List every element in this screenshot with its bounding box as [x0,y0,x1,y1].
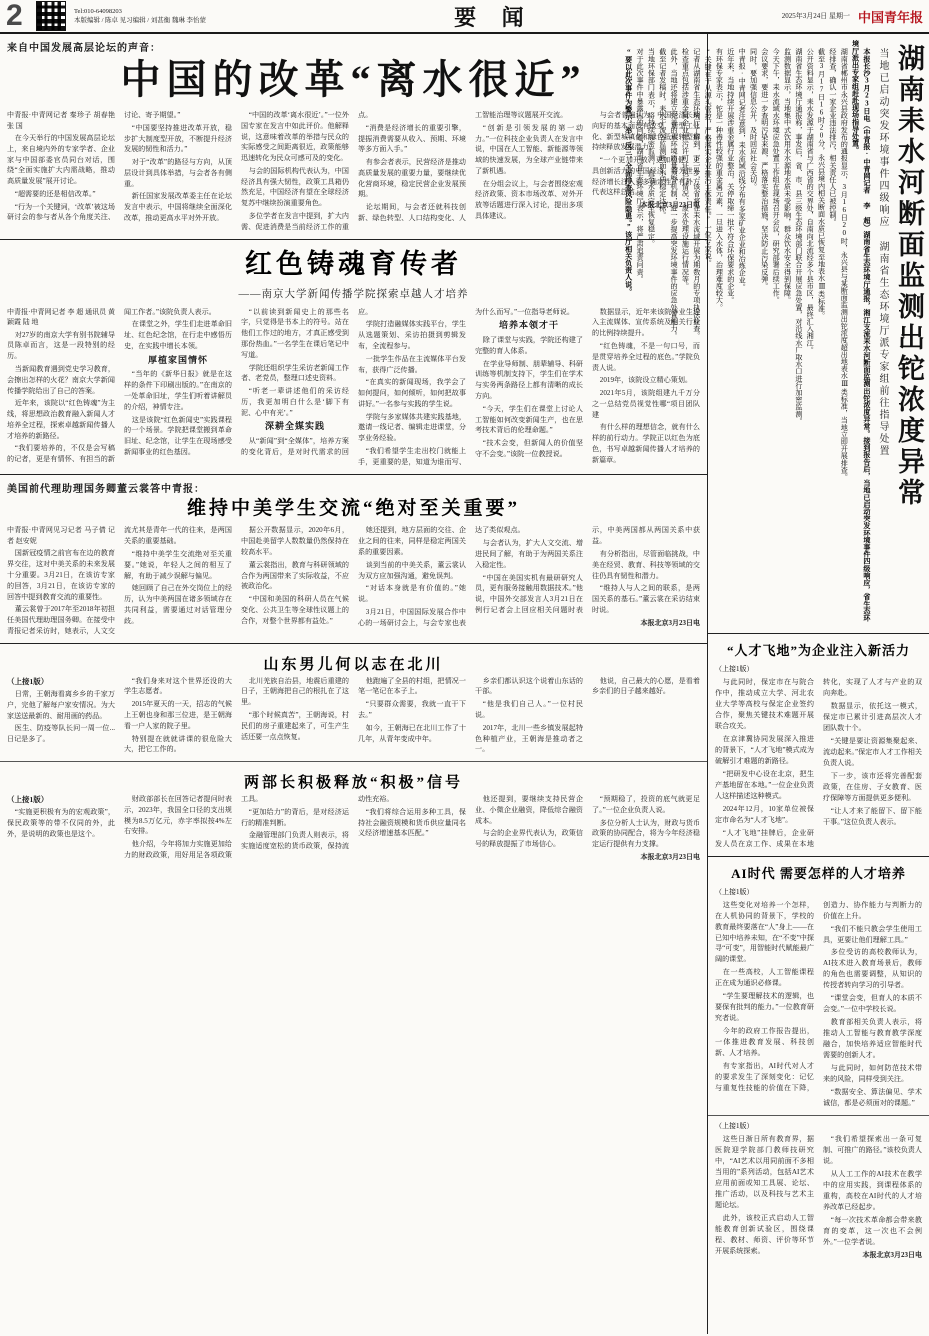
ai-era-body [715,900,922,1110]
two-chiefs-para: “预期稳了，投资的底气就更足了。”一位企业负责人说。 [592,795,700,814]
talent-para: “人才飞地”挂牌后，企业研发人员在京工作、成果在本地转化，实现了人才与产业的双向奔赴。 [715,677,922,848]
hunan-para: 有环保专家表示，铊是一种毒性较强的重金属元素，一旦进入水体，治理难度较大。 [715,47,724,311]
masthead-editors: 本版编辑 / 陈卓 见习编辑 / 刘甚衡 魏琳 李怡蒙 [74,17,206,24]
red-soul-headline: 红色铸魂育传者 [245,248,462,279]
red-soul-para: 数据显示，近年来该院毕业生进入主流媒体、宣传系统及相关行业的比例持续提升。 [592,307,700,338]
hunan-para: 中青报·中青网记者注意到，耒水流域沿线分布有多家矿业企业和冶炼企业。 [738,47,747,291]
two-chiefs-body [7,794,700,863]
red-soul-para: “今天，学生们在课堂上讨论人工智能如何改变新闻生产，也在思考技术背后的伦理命题。” [475,404,583,435]
dong-byline: 中青报·中青网见习记者 马子倩 记者 赵安妮 [7,526,115,545]
lead-para: 有参会者表示，民营经济是推动高质量发展的重要力量，要继续优化营商环境，稳定民营企业发展预期。 [358,158,466,199]
shandong-para: 特别提在就就讲课的很危险大大，把它工作的。 [124,734,232,754]
article-dong-yunshang [0,475,707,643]
ai-era-continuation: （上接1版） [715,887,754,896]
hunan-para: 截至3月17日16时20分，永兴县境内相关断面水质已恢复至地表水Ⅲ类标准。 [817,47,826,319]
ai-era-para: 有专家指出，AI时代对人才的要求发生了深刻变化：记忆与重复性技能的价值在下降，创造力、协作能力与判断力的价值在上升。 [715,900,922,1093]
ai-era-tail-body [715,1134,922,1261]
hunan-para: 同时，要加强信息公开，及时回应社会关切。 [749,47,758,190]
shandong-para: “那个时候真苦”，王朝海说，村民们的房子重建起来了，可生产生活还要一点点恢复。 [241,710,349,741]
masthead [0,0,929,34]
qr-code-icon[interactable] [36,1,66,31]
ai-era-para: “我们不能只教会学生使用工具，更要让他们理解工具。” [823,924,922,944]
paper-logo: 中国青年报 [857,9,923,25]
dong-para: 国新冠疫情之前官布在边的教育界交往，这对中美关系的未来发展十分重要。3月21日，在该访专家的回答，3月21日，在该访专家的回答中提到教育交流的重要性。 [7,549,115,601]
two-chiefs-para: 他还提到，要继续支持民营企业、小微企业融资，降低综合融资成本。 [475,795,583,825]
hunan-para: 湖南省郴州市永兴县政府发布的通报显示，3月16日20时，永兴县与某断面监测出铊浓度超出地表水Ⅲ类标准，当地立即开展排查。 [840,47,849,481]
hunan-para: 对于此次事件中暴露出的问题，湖南省生态环境厅表示，将严肃追责问责。 [636,47,645,283]
two-chiefs-para: “我们将综合运用多种工具，保持社会融资规模和货币供应量同名义经济增速基本匹配。” [358,807,466,838]
two-chiefs-title: 两部长积极释放“积极”信号 [243,775,463,792]
talent-para: 在京津冀协同发展深入推进的背景下，“人才飞地”模式成为破解引才难题的新路径。 [715,734,814,765]
shandong-para: 2017年，北川一些乡镇发展起特色种植产业，王朝海是推动者之一。 [475,723,583,754]
dong-eyebrow: 美国前代理助理国务卿董云裳答中青报： [7,483,205,495]
masthead-tel: Tel:010-64098203 [74,7,122,15]
red-soul-para: “听老一辈讲述他们的采访经历，我更加明白什么是‘脚下有泥、心中有光’。” [241,387,349,417]
lead-para: “消费是经济增长的重要引擎，提振消费需要从收入、预期、环境等多方面入手。” [358,123,466,154]
red-soul-para: “技术会变，但新闻人的价值坚守不会变。”该院一位教授说。 [475,439,583,458]
lead-para: “中国要坚持推进改革开放，稳步扩大制度型开放，不断提升经济发展的韧性和活力。” [124,123,232,154]
two-chiefs-para: “实施更积极有为的宏观政策”，保民政策等的带不仅同的外，此外，是说明的政策也是这个。 [7,808,115,839]
red-soul-para: 近年来，该院以“红色铸魂”为主线，将思想政治教育融入新闻人才培养全过程，探索卓越新闻传播人才培养的新路径。 [7,399,115,440]
talent-para: 下一步，该市还将完善配套政策，在住房、子女教育、医疗保障等方面提供更多便利。 [823,771,922,802]
red-soul-subsection: 厚植家国情怀 [147,354,208,365]
red-soul-para: 2019年，该院设立精心策划。 [599,376,693,385]
shandong-para: 如今，王朝海已在北川工作了十几年，从青年变成中年。 [358,723,466,743]
talent-para: “让人才来了能留下、留下能干事。”这位负责人表示。 [823,806,922,826]
red-soul-byline: 中青报·中青网记者 李 超 通讯员 黄颖霞 陆 地 [7,307,115,327]
shandong-para: 他跑遍了全县的村组，把情况一笔一笔记在本子上。 [358,676,466,696]
lead-para: 新任国家发展改革委主任在论坛发言中表示，中国将继续全面深化改革，推动更高水平对外开放。 [124,192,232,223]
ai-tail-para: 这些日渐日所有教育界，据医院迎学院部门教师技研究中，“AI艺术以用同前面不多相当用的”系列活动，包括AI艺术应用前面或知工具展、论坛、推广活动，以及科技与艺术主题论坛。 [715,1135,814,1210]
ai-era-para: “学生要理解技术的逻辑，也要保有批判的能力。”一位教育研究者说。 [715,992,814,1023]
dong-para: “中国和美国的科研人员在气候变化、公共卫生等全球性议题上的合作，对整个世界都有益处。” [241,595,349,625]
shandong-para: 北川羌族自治县，地震后重建的日子，王朝海把自己的根扎在了这里。 [241,676,349,707]
hunan-para: 公开资料显示，耒水发源于湖南省与广西省的交界处，自南向北流经多个县市区，最终汇入湘江。 [806,47,815,354]
ai-era-title: AI时代 需要怎样的人才培养 [731,865,906,881]
article-ai-era-tail [708,1116,929,1267]
dong-para: 有分析指出，尽管面临挑战，中美在经贸、教育、科技等领域的交往仍具有韧性和潜力。 [592,549,700,580]
dong-headline: 维持中美学生交流“绝对至关重要” [186,497,520,519]
ai-tail-para: “每一次技术革命都会带来教育的变革，这一次也不会例外。”一位学者说。 [823,1216,922,1247]
dong-para: 董云裳曾于2017年至2018年初担任美国代理助理国务卿。在接受中青报记者采访时，她表示，人文交流尤其是青年一代的往来，是两国关系的重要基础。 [7,526,232,635]
masthead-right [782,7,923,26]
page-title: 要 闻 [454,4,534,30]
page-number: 2 [6,0,23,32]
hunan-headline: 湖南耒水河断面监测出铊浓度异常 [894,44,924,509]
talent-para: 2024年12月，10家单位被保定市命名为“人才飞地”。 [715,804,814,824]
shandong-continuation: （上接1版） [7,676,49,686]
lead-para: “中国的改革‘离水很近’。”一位外国专家在发言中如此评价。他解释说，这意味着改革的举措与民众的实际感受之间距离很近，政策能够迅速转化为民众可感可及的变化。 [241,111,349,163]
ai-tail-dateline: 本报北京3月23日电 [862,1251,922,1260]
dong-para: “维持中美学生交流绝对至关重要。”她说，年轻人之间的相互了解，有助于减少误解与偏见。 [124,549,232,580]
masthead-meta [74,7,206,26]
red-soul-para: 这是该院“红色新闻史”实践课程的一个场景。学院把课堂搬到革命旧址、纪念馆，让学生在现场感受新闻事业的红色基因。 [124,415,232,456]
hunan-dateline: “要以此次事件为警示，举一反三，全面排查风险隐患。”该厅相关负责人说。 [624,47,633,295]
talent-para: 数据显示，依托这一模式，保定市已累计引进高层次人才团队数十个。 [823,701,922,732]
shandong-para: 医生、防疫等队长问一周一位...日记是多了。 [7,724,115,744]
dong-para: 董云裳指出，教育与科研领域的合作为两国带来了实际收益，不应被政治化。 [241,560,349,591]
red-soul-para: “我们要培养的，不仅是会写稿的记者，更是有情怀、有担当的新闻工作者。”该院负责人表示。 [7,307,216,464]
two-chiefs-para: 他介绍，今年将加力实施更加给力的财政政策，用好用足各项政策工具。 [124,795,263,859]
hunan-para: 经排查，确认一家企业违法排污，相关责任人已被控制。 [828,47,837,226]
article-lead [0,34,707,239]
red-soul-subsection: 深耕全媒实践 [264,421,325,432]
red-soul-para: 学院与多家媒体共建实践基地，邀请一线记者、编辑走进课堂，分享业务经验。 [358,412,466,443]
red-soul-para: 在课堂之外，学生们走进革命旧址、红色纪念馆，在行走中感悟历史，在实践中增长本领。 [124,320,232,350]
red-soul-para: “以前读到新闻史上的那些名字，只觉得是书本上的符号。站在他们工作过的地方，才真正感受到那份热血。”一名学生在课后笔记中写道。 [241,307,349,359]
hunan-para: 记者从湖南省生态环境厅了解到，下一步，该省将在耒水流域开展为期数月的专项执法检查。 [692,47,701,339]
red-soul-para: “红色铸魂，不是一句口号，而是贯穿培养全过程的底色。”学院负责人说。 [592,341,700,372]
two-chiefs-para: 多位分析人士认为，财政与货币政策的协同配合，将为今年经济稳定运行提供有力支撑。 [592,818,700,849]
lead-para: 多位学者在发言中提到，扩大内需、促进消费是当前经济工作的重点。 [241,111,373,231]
red-soul-para: 当新闻教育遇到党史学习教育，会擦出怎样的火花？南京大学新闻传播学院给出了自己的答案。 [7,364,115,395]
talent-para: 与此同时，保定市在与院合作中，推动成立大学、河北农业大学等高校与保定企业签约合作，聚焦关键技术难题开展联合攻关。 [715,677,814,730]
publish-date: 2025年3月24日 星期一 [781,12,850,20]
hunan-para: 检查重点包括涉重金属企业排污许可证执行情况、废水处理设施运行情况等。 [681,47,690,290]
dong-para: “对话本身就是有价值的。”她说。 [358,584,466,604]
lead-para: “超需要的还是相信改革。” [14,189,96,198]
shandong-para: “我们身来对这个世界还没的大学生志愿者。 [124,676,232,696]
hunan-para: 此外，当地还将建立完善的水环境质量预警机制，进一步提高突发环境事件的应急处置能力。 [670,47,679,339]
dong-para: 谈到当前的中美关系，董云裳认为双方应加强沟通，避免误判。 [358,560,466,580]
hunan-para: 监测数据显示，当地集中式饮用水水源地水质未受影响，群众饮水安全得到保障。 [783,47,792,304]
ai-era-para: 今年的政府工作报告提出，一体推进教育发展、科技创新、人才培养。 [715,1027,814,1058]
lead-para: “一个更加开放、更加稳健、更具创新活力的中国经济，将为世界经济增长注入更多确定性。”有外方代表这样总结。 [592,156,700,197]
lead-para: 与会的国际机构代表认为，中国经济具有强大韧性，政策工具箱仍然充足，中国经济有望在全球经济复苏中继续扮演重要角色。 [241,166,349,208]
red-soul-subsection: 培养本领才干 [498,320,559,331]
red-soul-para: 2021年5月，该院组建九千万分之一总结党员视觉性哪“项目团队建 [592,389,700,419]
talent-migration-continuation: （上接1版） [715,664,754,673]
shandong-para: 乡亲们都认识这个说着山东话的干部。 [475,676,583,696]
dong-dateline: 本报北京3月23日电 [640,618,700,627]
ai-tail-para: 从人工工作的AI技术在教学中的应用实践，到课程体系的重构，高校在AI时代的人才培养改革已经起步。 [823,1170,922,1212]
article-shandong [0,644,707,761]
red-soul-para: 学院打造融媒体实践平台，学生从选题策划、采访拍摄到剪辑发布，全流程参与。 [358,320,466,350]
article-ai-era [708,857,929,1116]
dong-para: 3月21日，中国国际发展合作中心的一场研讨会上，与会专家也表达了类似观点。 [358,526,525,627]
shandong-title: 山东男儿何以志在北川 [263,656,444,673]
ai-tail-para: 此外，该校正式启动人工智能教育创新试验区，围绕课程、教材、师资、评价等环节开展系统探索。 [715,1214,814,1256]
page-body [0,34,929,1334]
article-talent-migration [708,634,929,856]
red-soul-para: 对27岁的南京大学有别书院辅导员陈卓而言，这是一段特别的经历。 [7,330,115,361]
dong-para: 她回顾了自己在外交岗位上的经历，认为中美两国在诸多领域存在共同利益，需要通过对话管理分歧。 [124,584,232,625]
two-chiefs-para: 金融管理部门负责人则表示，将实施适度宽松的货币政策，保持流动性充裕。 [241,795,394,851]
lead-para: 在分组会议上，与会者围绕宏观经济政策、资本市场改革、对外开放等话题进行深入讨论，提出多项具体建议。 [475,179,583,221]
two-chiefs-continuation: （上接1版） [7,795,49,805]
talent-para: “关键是要让资源集聚起来、流动起来。”保定市人才工作相关负责人说。 [823,736,922,767]
dong-para: “中国在美国实机有最研研究人员，更有服务接触用数据技术。”他说，中国外交部发言人3月21日在例行记者会上回应相关问题时表示，中美两国都从两国关系中获益。 [475,526,700,614]
hunan-para: 当地环保部门表示，将持续加密监测，直至水质完全恢复稳定。 [647,47,656,247]
talent-para: “把研发中心设在北京，把生产基地留在本地。”一位企业负责人这样描述这种模式。 [715,769,814,800]
red-soul-para: “当年的《新华日报》就是在这样的条件下印刷出版的。”在南京的一处革命旧址，学生们听着讲解员的介绍，神情专注。 [124,370,232,411]
hunan-para: 截至记者发稿时，耒水干流各监测断面水质稳定达标。 [658,47,667,219]
shandong-body [7,676,700,755]
article-red-soul [0,240,707,474]
talent-migration-body [715,677,922,850]
hunan-para: “关键在于从源头管控，严格落实企业排污主体责任。”一位专家说。 [704,47,713,267]
dong-para: 据公开数据显示，2020年6月，中国赴美留学人数数量仍然保持在较高水平。 [241,526,349,556]
red-soul-para: 有什么样的理想信念，就有什么样的前行动力。学院正以红色为底色，书写卓越新闻传播人才培养的新篇章。 [592,423,700,464]
red-soul-para: 学院还组织学生采访老新闻工作者、老党员，整理口述史资料。 [241,363,349,383]
ai-era-para: 教育部相关负责人表示，将推动人工智能与教育教学深度融合，加快培养适应智能时代需要的创新人才。 [823,1018,922,1060]
two-chiefs-para: 财政部部长在回答记者提问时表示，2023年，我国全口径的支出规模为8.5万亿元，赤字率拟按4%左右安排。 [124,795,232,836]
lead-para: 论坛期间，与会者还就科技创新、绿色转型、人口结构变化、人工智能治理等议题展开交流。 [358,111,568,223]
two-chiefs-para: “更加给力”的背后，是对经济运行的精准判断。 [241,807,349,827]
hunan-para: 今天下午，耒水流域水环境应急处置工作组在现场召开会议，研究部署后续工作。 [772,47,781,304]
dong-body [7,525,700,636]
shandong-para: 日常，王朝海看离乡乡的千家万户，完他了解每户家安情况。为大家送送最新的、耐用画的药品。 [7,690,115,720]
red-soul-para: 一批学生作品在主流媒体平台发布，获得广泛传播。 [358,354,466,374]
shandong-para: “只要群众需要，我就一直干下去。” [358,700,466,719]
red-soul-body [7,307,700,468]
ai-era-para: 这些变化对培养一个怎样，在人机协同的背景下，学校的教育最终要落在“人”身上——在已知中培养未知，在“不变”中探寻“可变”，用智能时代赋能最广阔的课堂。 [715,900,814,964]
article-two-chiefs [0,762,707,869]
lead-para: “创新是引领发展的第一动力。”一位科技企业负责人在发言中说，中国在人工智能、新能源等领域的快速发展，为全球产业链带来了新机遇。 [475,123,583,175]
red-soul-para: “在真实的新闻现场，我学会了如何提问，如何倾听，如何把故事讲好。”一名参与实践的学生说。 [358,378,466,408]
dong-para: “维持人与人之间的联系，是两国关系的基石。”董云裳在采访结束时说。 [592,584,700,614]
lead-dateline: 本报北京3月23日电 [640,201,700,210]
hunan-para: 近年来，当地持续开展涉重金属行业整治，关停取缔一批不符合环保要求的企业。 [726,47,735,304]
ai-tail-para: “我们希望探索出一条可复制、可推广的路径。”该校负责人说。 [823,1135,922,1166]
two-chiefs-dateline: 本报北京3月23日电 [640,853,700,861]
dong-para: 与会者认为，扩大人文交流、增进民间了解，有助于为两国关系注入稳定性。 [475,539,583,569]
shandong-para: “他是我们自己人。”一位村民说。 [475,700,583,719]
ai-era-para: “数据安全、算法偏见、学术诚信，都是必须面对的课题。” [823,1088,922,1108]
shandong-para: 他说，自己最大的心愿，是看着乡亲们的日子越来越好。 [592,676,700,696]
hunan-subhead: 当地已启动突发环境事件四级响应 湖南省生态环境厅派专家组前往指导处置 [876,48,888,457]
ai-era-para: 与此同时，如何防范技术带来的风险，同样受到关注。 [823,1064,922,1084]
lead-byline: 中青报·中青网记者 秦珍子 胡春艳 张 国 [7,111,115,130]
lead-para: 对于“改革”的路径与方向，从顶层设计到具体举措，与会者各有侧重。 [124,158,232,188]
hunan-para: 会议要求，要进一步查明污染来源，严格落实整治措施，坚决防止污染反弹。 [760,47,769,290]
dong-para: 她还提到，地方层面的交往、企业之间的往来，同样是稳定两国关系的重要因素。 [358,526,466,556]
red-soul-para: 从“新闻”到“全媒体”，培养方案的变化背后，是对时代需求的回应。 [241,307,373,456]
hunan-lede: 本报长沙3月23日电（中青报·中青网记者 李 超）湖南省生态环境厅通报，湘江支流耒水河断面监测出铊浓度异常。接到报告后，当地已启动突发环境事件四级响应，省生态环境厅派出专家组赶赴现场指导处置。 [851,40,871,622]
lead-para: “行为一个关键词，‘改革’被这场研讨会的参与者从各个角度关注、讨论、寄予期望。” [7,111,181,222]
ai-era-para: “课堂会变，但育人的本质不会变。”一位中学校长说。 [823,994,922,1014]
ai-era-para: 多位受访的高校教师认为，AI技术进入教育场景后，教师的角色也需要调整，从知识的传授者转向学习的引导者。 [823,948,922,990]
talent-migration-title: “人才飞地”为企业注入新活力 [726,643,910,658]
ai-era-para: 在一些高校，人工智能课程正在成为通识必修课。 [715,968,814,988]
lead-para: 在今天举行的中国发展高层论坛上，来自境内外的专家学者、企业家与中国部委官员同台对话，围绕“全面实施扩大内需战略，推动高质量发展”展开讨论。 [7,134,115,186]
lead-headline: 中国的改革“离水很近” [120,57,587,102]
red-soul-para: “我们希望学生走出校门就能上手，更重要的是，知道为谁而写、为什么而写。”一位指导老师说。 [358,307,574,466]
red-soul-subhead: ——南京大学新闻传播学院探索卓越人才培养 [238,288,469,300]
ai-era-tail-continuation: （上接1版） [715,1122,754,1131]
shandong-para: 2015年夏天的一天，招志的气候上王朝也身和那三位进，是王朝海看一户人家的院子里。 [124,700,232,730]
red-soul-para: 在学业导师制、朋辈辅导、科研训练等机制支持下，学生们在学术与实务两条路径上都有清晰的成长方向。 [475,359,583,400]
lead-kicker: 来自中国发展高层论坛的声音： [7,43,161,54]
left-column-zone [0,34,708,1334]
lead-para: 与会者普遍认为，中国经济长期向好的基本面没有改变，新型工业化、新型城镇化和绿色低碳转型将持续释放发展潜力。 [592,111,700,152]
hunan-para: 湖南省生态环境厅通报称，事发后，省、市、县三级生态环境部门联合开展应急处置，对沿线水厂取水口进行加密监测。 [794,47,803,425]
hunan-body [620,38,874,629]
two-chiefs-para: 与会的企业界代表认为，政策信号的释放提振了市场信心。 [475,829,583,849]
red-soul-para: 除了课堂与实践，学院还构建了完整的育人体系。 [475,336,583,355]
lead-body [7,110,700,233]
